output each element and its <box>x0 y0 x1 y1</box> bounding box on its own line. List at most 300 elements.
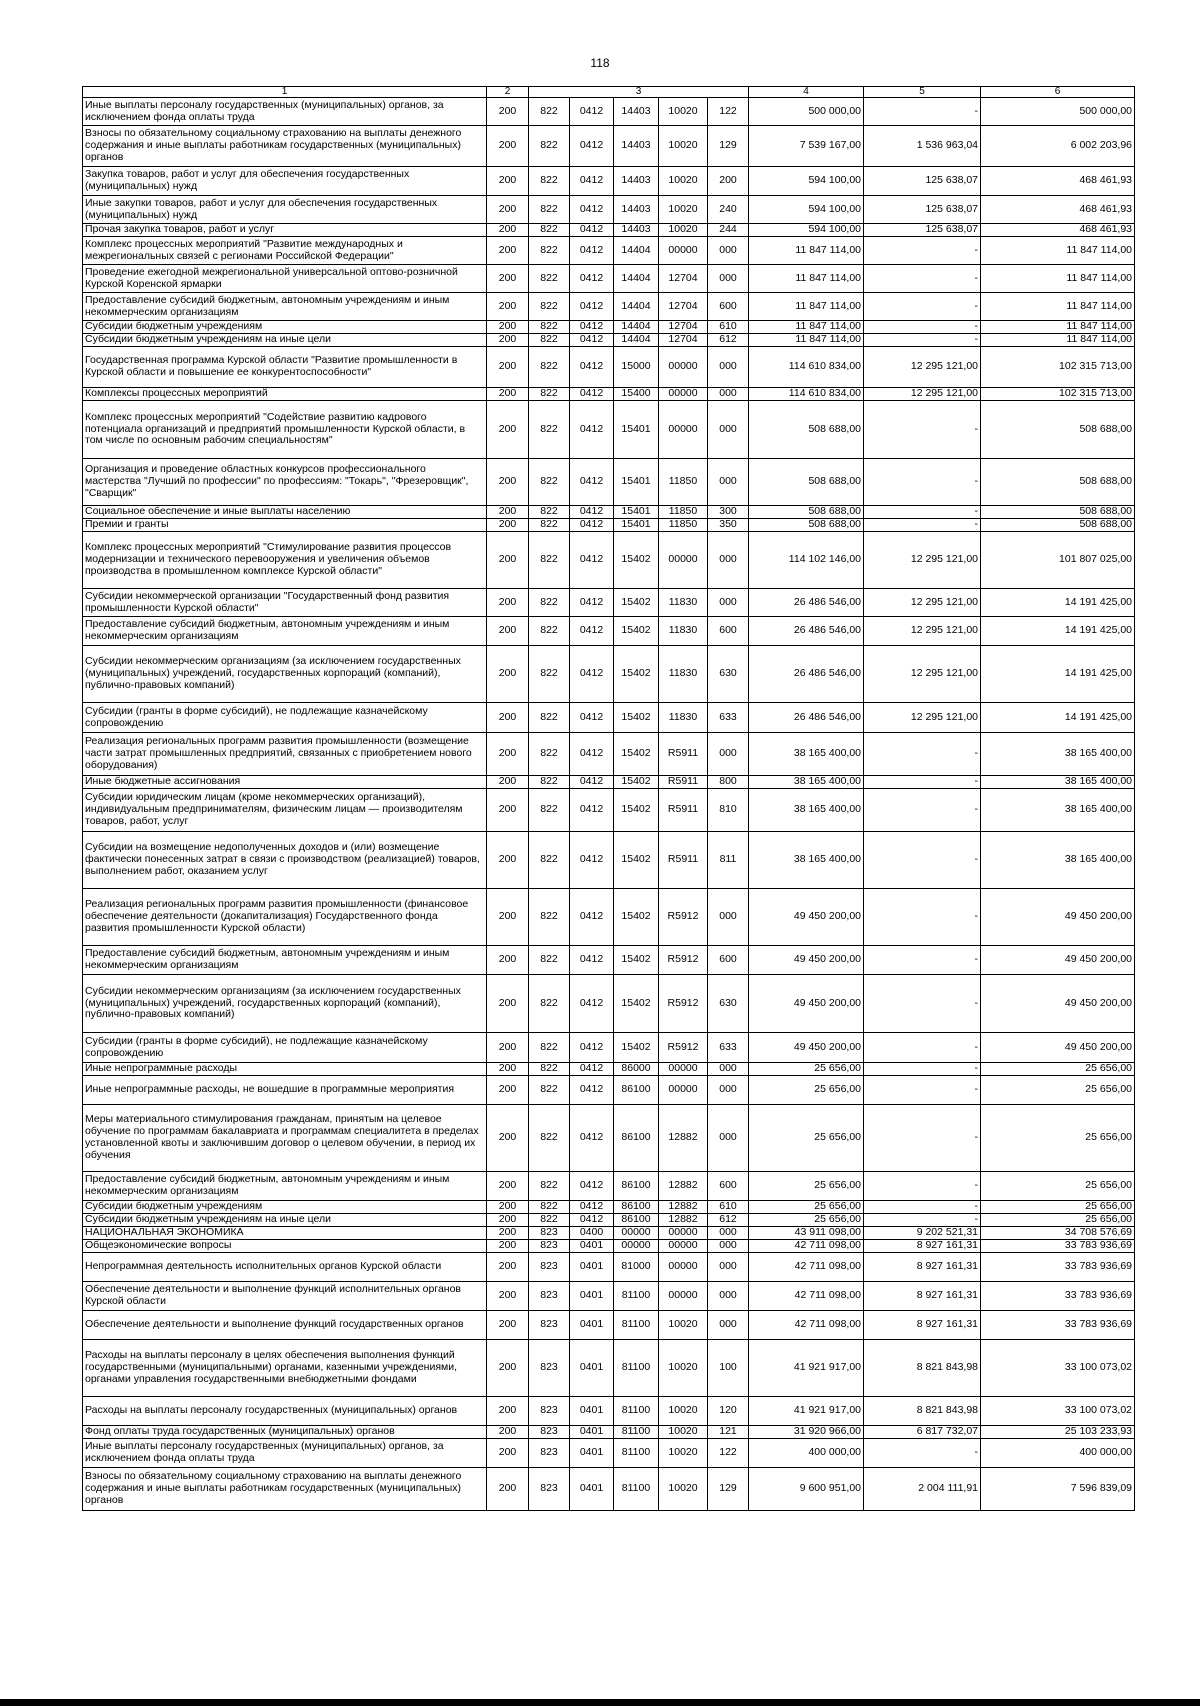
code-program: 15401 <box>614 401 659 459</box>
amount-change: - <box>864 1063 981 1076</box>
row-name: Субсидии (гранты в форме субсидий), не подлежащие казначейскому сопровождению <box>83 703 487 733</box>
code-section: 200 <box>487 1063 529 1076</box>
amount-total: 14 191 425,00 <box>981 703 1135 733</box>
amount-plan: 41 921 917,00 <box>749 1340 864 1397</box>
code-direction: 10020 <box>659 196 708 224</box>
code-expense-type: 000 <box>708 265 749 293</box>
code-expense-type: 122 <box>708 1439 749 1468</box>
code-direction: 10020 <box>659 1397 708 1426</box>
row-name: Предоставление субсидий бюджетным, автономным учреждениям и иным некоммерческим организациям <box>83 293 487 321</box>
amount-total: 102 315 713,00 <box>981 347 1135 388</box>
amount-change: - <box>864 1076 981 1105</box>
code-expense-type: 350 <box>708 519 749 532</box>
amount-plan: 42 711 098,00 <box>749 1240 864 1253</box>
code-subsection: 0412 <box>570 776 614 789</box>
amount-change: - <box>864 1439 981 1468</box>
amount-change: - <box>864 1033 981 1063</box>
amount-plan: 9 600 951,00 <box>749 1468 864 1511</box>
code-program: 14403 <box>614 196 659 224</box>
table-row <box>83 646 1135 703</box>
row-name: Предоставление субсидий бюджетным, автономным учреждениям и иным некоммерческим организациям <box>83 1172 487 1201</box>
row-name: Субсидии некоммерческим организациям (за исключением государственных (муниципальных) учреждений, государственных корпораций (компаний), публично-правовых компаний) <box>83 646 487 703</box>
table-row <box>83 196 1135 224</box>
amount-plan: 25 656,00 <box>749 1063 864 1076</box>
code-chapter: 823 <box>529 1227 570 1240</box>
amount-total: 25 656,00 <box>981 1172 1135 1201</box>
table-row <box>83 1240 1135 1253</box>
table-row <box>83 126 1135 167</box>
amount-total: 38 165 400,00 <box>981 733 1135 776</box>
code-subsection: 0412 <box>570 1214 614 1227</box>
code-direction: R5912 <box>659 1033 708 1063</box>
budget-table <box>82 86 1135 1511</box>
amount-change: 12 295 121,00 <box>864 388 981 401</box>
code-program: 86100 <box>614 1172 659 1201</box>
table-row <box>83 265 1135 293</box>
amount-total: 11 847 114,00 <box>981 293 1135 321</box>
amount-total: 38 165 400,00 <box>981 776 1135 789</box>
code-section: 200 <box>487 617 529 646</box>
code-direction: R5911 <box>659 733 708 776</box>
code-chapter: 822 <box>529 506 570 519</box>
code-subsection: 0401 <box>570 1439 614 1468</box>
code-chapter: 822 <box>529 98 570 126</box>
row-name: Взносы по обязательному социальному страхованию на выплаты денежного содержания и иные выплаты работникам государственных (муниципальных) органов <box>83 126 487 167</box>
code-direction: 10020 <box>659 126 708 167</box>
code-subsection: 0412 <box>570 946 614 975</box>
code-section: 200 <box>487 1282 529 1311</box>
code-program: 15402 <box>614 1033 659 1063</box>
code-subsection: 0401 <box>570 1311 614 1340</box>
table-row <box>83 1340 1135 1397</box>
code-chapter: 822 <box>529 733 570 776</box>
code-chapter: 822 <box>529 832 570 889</box>
code-program: 81100 <box>614 1397 659 1426</box>
code-direction: 12882 <box>659 1105 708 1172</box>
code-section: 200 <box>487 946 529 975</box>
code-direction: 00000 <box>659 237 708 265</box>
amount-change: 6 817 732,07 <box>864 1426 981 1439</box>
amount-change: 8 927 161,31 <box>864 1240 981 1253</box>
amount-change: 12 295 121,00 <box>864 703 981 733</box>
table-row <box>83 1214 1135 1227</box>
amount-change: 125 638,07 <box>864 167 981 196</box>
amount-plan: 41 921 917,00 <box>749 1397 864 1426</box>
row-name: Субсидии некоммерческой организации "Государственный фонд развития промышленности Курской области" <box>83 589 487 617</box>
code-section: 200 <box>487 1172 529 1201</box>
code-section: 200 <box>487 1397 529 1426</box>
code-subsection: 0401 <box>570 1397 614 1426</box>
code-expense-type: 000 <box>708 1076 749 1105</box>
amount-plan: 114 610 834,00 <box>749 388 864 401</box>
code-expense-type: 810 <box>708 789 749 832</box>
amount-plan: 26 486 546,00 <box>749 617 864 646</box>
amount-change: 125 638,07 <box>864 224 981 237</box>
table-row <box>83 1426 1135 1439</box>
amount-plan: 49 450 200,00 <box>749 946 864 975</box>
table-row <box>83 1033 1135 1063</box>
header-col-1: 1 <box>83 87 487 98</box>
code-section: 200 <box>487 98 529 126</box>
table-row <box>83 224 1135 237</box>
code-program: 15401 <box>614 519 659 532</box>
amount-plan: 114 102 146,00 <box>749 532 864 589</box>
code-subsection: 0412 <box>570 224 614 237</box>
code-chapter: 822 <box>529 293 570 321</box>
amount-plan: 25 656,00 <box>749 1105 864 1172</box>
code-subsection: 0412 <box>570 703 614 733</box>
table-row <box>83 832 1135 889</box>
amount-total: 14 191 425,00 <box>981 589 1135 617</box>
code-expense-type: 000 <box>708 1240 749 1253</box>
code-direction: R5912 <box>659 975 708 1033</box>
code-expense-type: 000 <box>708 532 749 589</box>
amount-total: 500 000,00 <box>981 98 1135 126</box>
code-program: 15402 <box>614 789 659 832</box>
code-subsection: 0400 <box>570 1227 614 1240</box>
amount-total: 25 656,00 <box>981 1201 1135 1214</box>
amount-total: 101 807 025,00 <box>981 532 1135 589</box>
code-chapter: 822 <box>529 347 570 388</box>
amount-change: - <box>864 1172 981 1201</box>
code-direction: 10020 <box>659 98 708 126</box>
row-name: Государственная программа Курской области "Развитие промышленности в Курской области и повышение ее конкурентоспособности" <box>83 347 487 388</box>
row-name: Непрограммная деятельность исполнительных органов Курской области <box>83 1253 487 1282</box>
code-subsection: 0412 <box>570 167 614 196</box>
code-program: 15401 <box>614 506 659 519</box>
amount-plan: 11 847 114,00 <box>749 321 864 334</box>
amount-change: - <box>864 975 981 1033</box>
table-row <box>83 1439 1135 1468</box>
amount-total: 11 847 114,00 <box>981 321 1135 334</box>
amount-total: 468 461,93 <box>981 224 1135 237</box>
amount-plan: 508 688,00 <box>749 401 864 459</box>
amount-plan: 26 486 546,00 <box>749 589 864 617</box>
code-section: 200 <box>487 789 529 832</box>
code-program: 14403 <box>614 167 659 196</box>
amount-plan: 508 688,00 <box>749 459 864 506</box>
code-chapter: 822 <box>529 946 570 975</box>
code-chapter: 822 <box>529 1201 570 1214</box>
table-row <box>83 347 1135 388</box>
code-chapter: 823 <box>529 1397 570 1426</box>
code-chapter: 822 <box>529 459 570 506</box>
amount-change: - <box>864 293 981 321</box>
code-section: 200 <box>487 1201 529 1214</box>
code-subsection: 0401 <box>570 1340 614 1397</box>
amount-change: 12 295 121,00 <box>864 532 981 589</box>
code-expense-type: 811 <box>708 832 749 889</box>
code-program: 14404 <box>614 237 659 265</box>
code-subsection: 0412 <box>570 519 614 532</box>
table-row <box>83 1172 1135 1201</box>
code-direction: 10020 <box>659 167 708 196</box>
code-chapter: 823 <box>529 1253 570 1282</box>
code-direction: 00000 <box>659 388 708 401</box>
code-expense-type: 610 <box>708 1201 749 1214</box>
table-row <box>83 167 1135 196</box>
table-row <box>83 889 1135 946</box>
code-direction: 12882 <box>659 1201 708 1214</box>
code-direction: 12882 <box>659 1172 708 1201</box>
code-subsection: 0401 <box>570 1468 614 1511</box>
code-expense-type: 000 <box>708 889 749 946</box>
row-name: Премии и гранты <box>83 519 487 532</box>
code-subsection: 0412 <box>570 1033 614 1063</box>
amount-change: 8 821 843,98 <box>864 1340 981 1397</box>
table-row <box>83 237 1135 265</box>
code-subsection: 0412 <box>570 532 614 589</box>
code-direction: 10020 <box>659 1468 708 1511</box>
row-name: Реализация региональных программ развития промышленности (финансовое обеспечение деятельности (докапитализация) Государственного фонда развития промышленности Курской области) <box>83 889 487 946</box>
code-chapter: 822 <box>529 776 570 789</box>
code-section: 200 <box>487 1468 529 1511</box>
code-chapter: 822 <box>529 224 570 237</box>
code-expense-type: 630 <box>708 975 749 1033</box>
amount-total: 14 191 425,00 <box>981 617 1135 646</box>
amount-plan: 49 450 200,00 <box>749 1033 864 1063</box>
code-subsection: 0401 <box>570 1253 614 1282</box>
code-expense-type: 000 <box>708 1063 749 1076</box>
code-section: 200 <box>487 776 529 789</box>
code-direction: 12704 <box>659 293 708 321</box>
amount-total: 102 315 713,00 <box>981 388 1135 401</box>
code-expense-type: 200 <box>708 167 749 196</box>
code-direction: 10020 <box>659 1340 708 1397</box>
row-name: Иные бюджетные ассигнования <box>83 776 487 789</box>
amount-total: 14 191 425,00 <box>981 646 1135 703</box>
row-name: Комплексы процессных мероприятий <box>83 388 487 401</box>
code-chapter: 823 <box>529 1240 570 1253</box>
amount-plan: 25 656,00 <box>749 1201 864 1214</box>
code-expense-type: 630 <box>708 646 749 703</box>
code-direction: 11850 <box>659 519 708 532</box>
code-direction: 00000 <box>659 532 708 589</box>
amount-change: - <box>864 519 981 532</box>
code-expense-type: 000 <box>708 388 749 401</box>
code-chapter: 822 <box>529 1172 570 1201</box>
amount-plan: 594 100,00 <box>749 224 864 237</box>
amount-total: 7 596 839,09 <box>981 1468 1135 1511</box>
row-name: Субсидии бюджетным учреждениям на иные цели <box>83 1214 487 1227</box>
amount-change: - <box>864 237 981 265</box>
table-row <box>83 321 1135 334</box>
table-row <box>83 532 1135 589</box>
code-expense-type: 000 <box>708 459 749 506</box>
code-expense-type: 612 <box>708 1214 749 1227</box>
code-expense-type: 121 <box>708 1426 749 1439</box>
amount-change: 125 638,07 <box>864 196 981 224</box>
code-section: 200 <box>487 293 529 321</box>
code-chapter: 822 <box>529 388 570 401</box>
code-subsection: 0412 <box>570 975 614 1033</box>
code-expense-type: 633 <box>708 1033 749 1063</box>
code-subsection: 0401 <box>570 1240 614 1253</box>
amount-plan: 38 165 400,00 <box>749 733 864 776</box>
code-direction: 10020 <box>659 1439 708 1468</box>
code-program: 15402 <box>614 946 659 975</box>
code-subsection: 0412 <box>570 388 614 401</box>
amount-plan: 11 847 114,00 <box>749 293 864 321</box>
code-direction: R5912 <box>659 889 708 946</box>
amount-change: 12 295 121,00 <box>864 646 981 703</box>
amount-change: - <box>864 401 981 459</box>
row-name: Обеспечение деятельности и выполнение функций государственных органов <box>83 1311 487 1340</box>
code-expense-type: 129 <box>708 126 749 167</box>
code-program: 81100 <box>614 1439 659 1468</box>
code-program: 81100 <box>614 1282 659 1311</box>
code-chapter: 822 <box>529 401 570 459</box>
amount-plan: 508 688,00 <box>749 519 864 532</box>
amount-total: 508 688,00 <box>981 459 1135 506</box>
header-col-4: 4 <box>749 87 864 98</box>
table-row <box>83 293 1135 321</box>
code-chapter: 822 <box>529 167 570 196</box>
code-chapter: 822 <box>529 1033 570 1063</box>
code-chapter: 822 <box>529 889 570 946</box>
row-name: Комплекс процессных мероприятий "Содействие развитию кадрового потенциала организаций и предприятий промышленности Курской области, в том числе по основным рабочим специальностям" <box>83 401 487 459</box>
code-program: 86000 <box>614 1063 659 1076</box>
code-subsection: 0412 <box>570 789 614 832</box>
row-name: Проведение ежегодной межрегиональной универсальной оптово-розничной Курской Коренской ярмарки <box>83 265 487 293</box>
code-direction: 10020 <box>659 224 708 237</box>
code-expense-type: 000 <box>708 1253 749 1282</box>
code-subsection: 0412 <box>570 1172 614 1201</box>
amount-plan: 49 450 200,00 <box>749 975 864 1033</box>
scan-edge-strip <box>0 1699 1200 1706</box>
code-program: 81100 <box>614 1426 659 1439</box>
amount-change: - <box>864 1201 981 1214</box>
code-section: 200 <box>487 334 529 347</box>
code-expense-type: 100 <box>708 1340 749 1397</box>
code-section: 200 <box>487 506 529 519</box>
amount-plan: 508 688,00 <box>749 506 864 519</box>
code-program: 81100 <box>614 1340 659 1397</box>
code-expense-type: 633 <box>708 703 749 733</box>
row-name: Субсидии некоммерческим организациям (за исключением государственных (муниципальных) учреждений, государственных корпораций (компаний), публично-правовых компаний) <box>83 975 487 1033</box>
code-program: 15402 <box>614 703 659 733</box>
code-section: 200 <box>487 1227 529 1240</box>
code-direction: 11830 <box>659 617 708 646</box>
code-chapter: 823 <box>529 1426 570 1439</box>
row-name: Меры материального стимулирования гражданам, принятым на целевое обучение по программам бакалавриата и программам специалитета в пределах установленной квоты и заключившим договор о целевом обучении, в период их обучения <box>83 1105 487 1172</box>
code-section: 200 <box>487 519 529 532</box>
code-section: 200 <box>487 388 529 401</box>
code-direction: 11850 <box>659 506 708 519</box>
amount-change: - <box>864 98 981 126</box>
amount-plan: 26 486 546,00 <box>749 646 864 703</box>
amount-plan: 400 000,00 <box>749 1439 864 1468</box>
code-subsection: 0412 <box>570 617 614 646</box>
table-row <box>83 776 1135 789</box>
row-name: Иные закупки товаров, работ и услуг для обеспечения государственных (муниципальных) нужд <box>83 196 487 224</box>
code-direction: 11830 <box>659 646 708 703</box>
header-row <box>83 87 1135 98</box>
code-section: 200 <box>487 703 529 733</box>
code-subsection: 0412 <box>570 293 614 321</box>
code-program: 86100 <box>614 1201 659 1214</box>
code-subsection: 0412 <box>570 98 614 126</box>
row-name: Расходы на выплаты персоналу государственных (муниципальных) органов <box>83 1397 487 1426</box>
amount-total: 25 656,00 <box>981 1076 1135 1105</box>
code-section: 200 <box>487 126 529 167</box>
code-program: 14404 <box>614 293 659 321</box>
amount-total: 25 656,00 <box>981 1214 1135 1227</box>
code-expense-type: 600 <box>708 617 749 646</box>
code-subsection: 0412 <box>570 459 614 506</box>
code-subsection: 0401 <box>570 1426 614 1439</box>
code-subsection: 0412 <box>570 506 614 519</box>
amount-plan: 31 920 966,00 <box>749 1426 864 1439</box>
code-chapter: 822 <box>529 646 570 703</box>
amount-total: 11 847 114,00 <box>981 265 1135 293</box>
row-name: Субсидии бюджетным учреждениям на иные цели <box>83 334 487 347</box>
row-name: Субсидии (гранты в форме субсидий), не подлежащие казначейскому сопровождению <box>83 1033 487 1063</box>
amount-change: - <box>864 1214 981 1227</box>
amount-change: - <box>864 946 981 975</box>
table-row <box>83 1063 1135 1076</box>
table-row <box>83 98 1135 126</box>
code-program: 14403 <box>614 224 659 237</box>
code-program: 15402 <box>614 589 659 617</box>
amount-plan: 25 656,00 <box>749 1076 864 1105</box>
code-chapter: 823 <box>529 1282 570 1311</box>
code-section: 200 <box>487 224 529 237</box>
code-section: 200 <box>487 589 529 617</box>
amount-change: - <box>864 321 981 334</box>
row-name: Социальное обеспечение и иные выплаты населению <box>83 506 487 519</box>
code-direction: 12882 <box>659 1214 708 1227</box>
code-expense-type: 600 <box>708 1172 749 1201</box>
code-chapter: 822 <box>529 1214 570 1227</box>
table-row <box>83 617 1135 646</box>
code-chapter: 822 <box>529 532 570 589</box>
amount-change: - <box>864 334 981 347</box>
code-direction: R5911 <box>659 832 708 889</box>
row-name: Закупка товаров, работ и услуг для обеспечения государственных (муниципальных) нужд <box>83 167 487 196</box>
code-program: 15402 <box>614 889 659 946</box>
code-direction: 00000 <box>659 1282 708 1311</box>
table-row <box>83 334 1135 347</box>
amount-change: 2 004 111,91 <box>864 1468 981 1511</box>
code-subsection: 0412 <box>570 733 614 776</box>
code-section: 200 <box>487 1253 529 1282</box>
header-col-5: 5 <box>864 87 981 98</box>
code-section: 200 <box>487 459 529 506</box>
code-program: 00000 <box>614 1227 659 1240</box>
code-expense-type: 000 <box>708 237 749 265</box>
code-subsection: 0412 <box>570 1105 614 1172</box>
code-expense-type: 000 <box>708 1227 749 1240</box>
code-direction: 11830 <box>659 703 708 733</box>
amount-total: 468 461,93 <box>981 196 1135 224</box>
code-expense-type: 000 <box>708 1105 749 1172</box>
table-row <box>83 975 1135 1033</box>
code-chapter: 823 <box>529 1439 570 1468</box>
table-row <box>83 1105 1135 1172</box>
code-program: 86100 <box>614 1214 659 1227</box>
table-row <box>83 1227 1135 1240</box>
code-program: 81000 <box>614 1253 659 1282</box>
code-section: 200 <box>487 832 529 889</box>
code-expense-type: 000 <box>708 733 749 776</box>
code-expense-type: 300 <box>708 506 749 519</box>
code-program: 15402 <box>614 646 659 703</box>
amount-change: 8 927 161,31 <box>864 1282 981 1311</box>
row-name: НАЦИОНАЛЬНАЯ ЭКОНОМИКА <box>83 1227 487 1240</box>
amount-change: 8 927 161,31 <box>864 1253 981 1282</box>
table-row <box>83 789 1135 832</box>
